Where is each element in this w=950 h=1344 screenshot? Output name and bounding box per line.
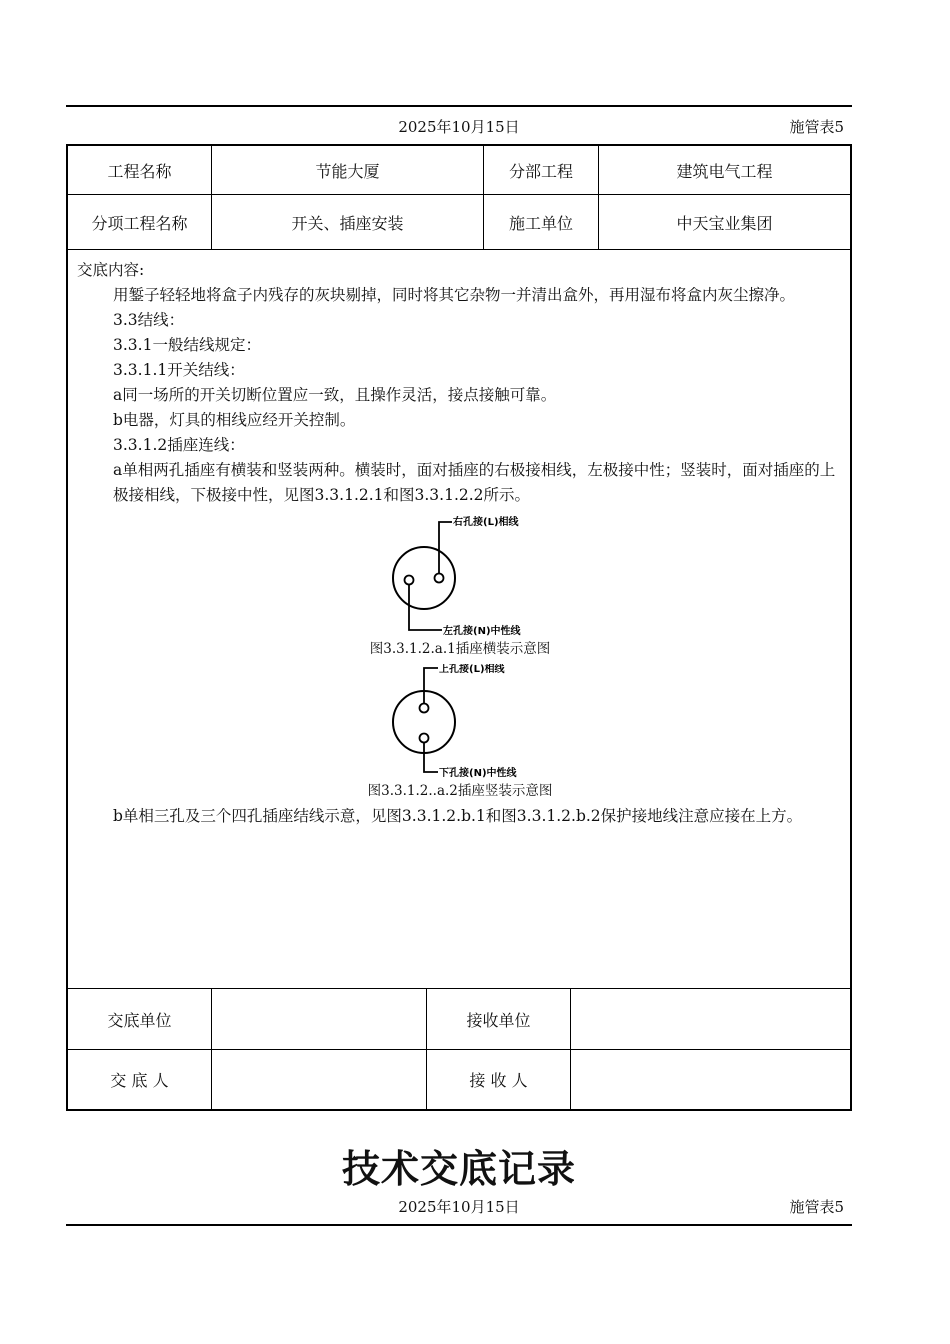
next-form-number: 施管表5 [789, 1198, 844, 1216]
content-paragraph: a单相两孔插座有横装和竖装两种。横装时，面对插座的右极接相线，左极接中性；竖装时，面对插座的上极接相线，下极接中性，见图3.3.1.2.1和图3.3.1.2.2所示。 [113, 461, 836, 504]
content-paragraph: 3.3.1.1开关结线： [113, 361, 245, 379]
bottom-rule [66, 1224, 852, 1226]
content-heading: 交底内容: [77, 261, 145, 279]
subitem-label: 分项工程名称 [91, 213, 188, 233]
issuer-unit-label: 交底单位 [107, 1010, 172, 1030]
receiver-unit-label: 接收单位 [466, 1010, 531, 1030]
content-paragraph: 3.3.1一般结线规定： [113, 336, 261, 354]
live-label-top: 上孔接(L)相线 [439, 664, 505, 675]
socket-vertical-figure [77, 664, 843, 800]
next-header-line [66, 1196, 852, 1216]
socket-vertical-diagram [370, 664, 550, 782]
neutral-label-bottom: 下孔接(N)中性线 [439, 768, 517, 779]
figure-caption: 图3.3.1.2..a.2插座竖装示意图 [367, 783, 553, 799]
content-paragraph: a同一场所的开关切断位置应一致，且操作灵活，接点接触可靠。 [113, 386, 557, 404]
briefing-content [77, 258, 843, 829]
receiver-person-label: 接 收 人 [469, 1071, 528, 1090]
receiver-person-field[interactable] [571, 1050, 850, 1109]
content-paragraph: b电器，灯具的相线应经开关控制。 [113, 411, 356, 429]
content-paragraph: b单相三孔及三个四孔插座结线示意，见图3.3.1.2.b.1和图3.3.1.2.b.2保护接地线注意应接在上方。 [113, 807, 803, 825]
content-paragraph: 3.3结线： [113, 311, 185, 329]
neutral-label-left: 左孔接(N)中性线 [443, 626, 521, 637]
issuer-person-field[interactable] [212, 1050, 426, 1109]
row-divider [68, 249, 850, 250]
record-form [66, 144, 852, 1111]
project-name-value: 节能大厦 [315, 161, 380, 181]
top-rule [66, 105, 852, 107]
issuer-person-label: 交 底 人 [110, 1071, 169, 1090]
live-label-right: 右孔接(L)相线 [453, 517, 519, 528]
receiver-unit-field[interactable] [571, 989, 850, 1049]
header-date: 2025年10月15日 [398, 118, 520, 136]
issuer-unit-field[interactable] [212, 989, 426, 1049]
division-label: 分部工程 [508, 161, 573, 181]
record-title: 技术交底记录 [341, 1147, 576, 1191]
contractor-value: 中天宝业集团 [676, 213, 773, 233]
next-header-date: 2025年10月15日 [398, 1198, 520, 1216]
header-line [66, 116, 852, 136]
subitem-value: 开关、插座安装 [291, 213, 404, 233]
socket-horizontal-figure [77, 516, 843, 658]
form-number: 施管表5 [789, 118, 844, 136]
content-paragraph: 用錾子轻轻地将盒子内残存的灰块剔掉，同时将其它杂物一并清出盒外，再用湿布将盒内灰尘擦净。 [113, 286, 796, 304]
content-paragraph: 3.3.1.2插座连线： [113, 436, 245, 454]
contractor-label: 施工单位 [508, 213, 573, 233]
project-name-label: 工程名称 [107, 161, 172, 181]
division-value: 建筑电气工程 [676, 161, 773, 181]
socket-horizontal-diagram [370, 516, 550, 640]
figure-caption: 图3.3.1.2.a.1插座横装示意图 [369, 641, 551, 657]
